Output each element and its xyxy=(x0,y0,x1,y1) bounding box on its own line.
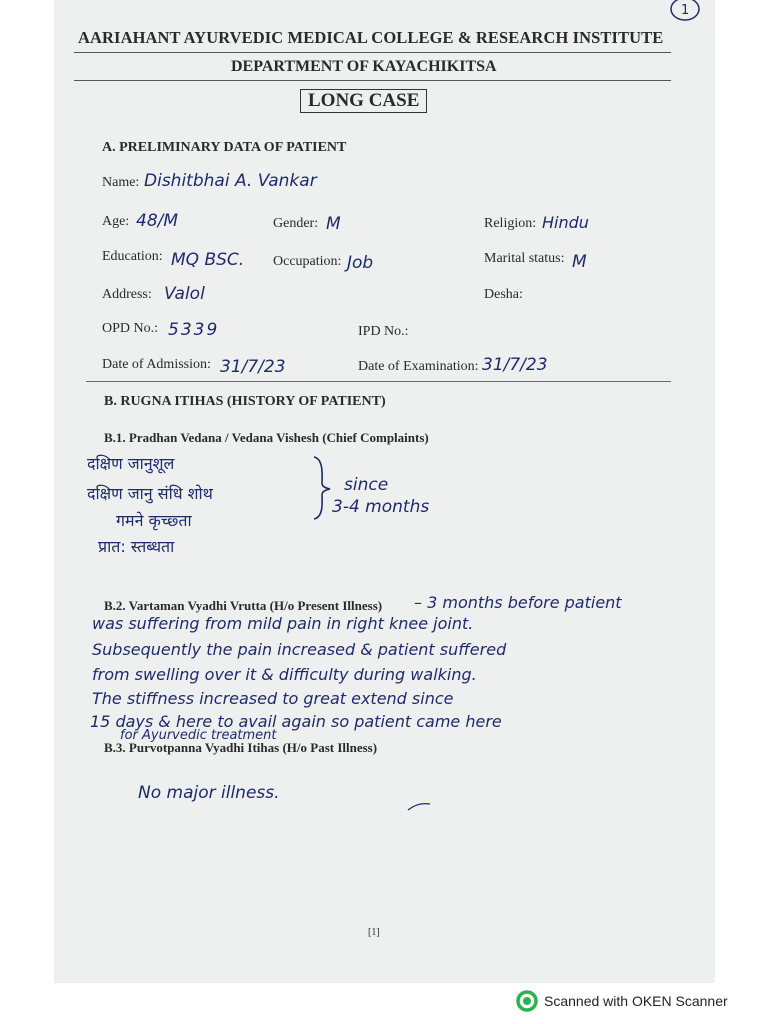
marital-status-label: Marital status: xyxy=(484,251,565,266)
chief-complaints-title: B.1. Pradhan Vedana / Vedana Vishesh (Chief Complaints) xyxy=(104,430,429,445)
present-illness-title: B.2. Vartaman Vyadhi Vrutta (H/o Present Illness) xyxy=(104,598,383,613)
present-illness-line-6: 15 days & here to avail again so patient came here xyxy=(90,712,502,731)
complaint-duration-months: 3-4 months xyxy=(332,497,430,517)
admission-date-label: Date of Admission: xyxy=(102,357,211,372)
present-illness-line-7: for Ayurvedic treatment xyxy=(120,728,277,743)
desha-label: Desha: xyxy=(484,287,523,302)
religion-label: Religion: xyxy=(484,216,537,231)
page-number-mark: 1 xyxy=(681,3,690,18)
address-label: Address: xyxy=(102,287,152,302)
name-label: Name: xyxy=(102,175,140,190)
page-number-circle-icon xyxy=(668,0,704,24)
age-value: 48/M xyxy=(136,211,179,231)
complaint-4: प्रात: स्तब्धता xyxy=(98,537,175,556)
religion-value: Hindu xyxy=(542,213,589,232)
college-name: AARIAHANT AYURVEDIC MEDICAL COLLEGE & RESEARCH INSTITUTE xyxy=(78,28,664,47)
ipd-no-label: IPD No.: xyxy=(358,324,409,339)
examination-date-label: Date of Examination: xyxy=(358,359,479,374)
admission-date-value: 31/7/23 xyxy=(220,357,286,377)
complaint-2: दक्षिण जानु संधि शोथ xyxy=(87,484,213,503)
education-value: MQ BSC. xyxy=(171,250,245,270)
present-illness-line-4: from swelling over it & difficulty during walking. xyxy=(92,665,477,684)
education-label: Education: xyxy=(102,249,163,264)
department-name: DEPARTMENT OF KAYACHIKITSA xyxy=(231,58,497,75)
marital-status-value: M xyxy=(572,252,587,272)
gender-label: Gender: xyxy=(273,216,319,231)
scanner-text: Scanned with OKEN Scanner xyxy=(544,993,728,1009)
scanned-page xyxy=(54,0,715,983)
examination-date-value: 31/7/23 xyxy=(482,355,548,375)
scanner-logo-icon xyxy=(516,990,538,1012)
opd-no-label: OPD No.: xyxy=(102,321,159,336)
occupation-label: Occupation: xyxy=(273,254,342,269)
occupation-value: Job xyxy=(347,253,374,273)
complaint-3: गमने कृच्छ्ता xyxy=(116,511,192,530)
past-illness-title: B.3. Purvotpanna Vyadhi Itihas (H/o Past Illness) xyxy=(104,740,378,755)
opd-no-value: 5339 xyxy=(168,320,220,340)
name-value: Dishitbhai A. Vankar xyxy=(144,171,317,191)
past-illness-value: No major illness. xyxy=(138,783,280,803)
brace-icon xyxy=(310,455,332,521)
present-illness-line-5: The stiffness increased to great extend since xyxy=(92,689,454,708)
present-illness-line-2: was suffering from mild pain in right knee joint. xyxy=(92,614,474,633)
page-footer-number: [1] xyxy=(368,927,380,938)
present-illness-line-1: – 3 months before patient xyxy=(414,593,622,612)
address-value: Valol xyxy=(164,284,205,304)
present-illness-line-3: Subsequently the pain increased & patient suffered xyxy=(92,640,507,659)
age-label: Age: xyxy=(102,214,130,229)
scanner-watermark xyxy=(516,990,766,1012)
gender-value: M xyxy=(326,214,341,234)
section-b-title: B. RUGNA ITIHAS (HISTORY OF PATIENT) xyxy=(104,394,386,409)
complaint-duration-since: since xyxy=(344,475,389,495)
case-title: LONG CASE xyxy=(300,89,427,113)
section-a-title: A. PRELIMINARY DATA OF PATIENT xyxy=(102,140,347,155)
complaint-1: दक्षिण जानुशूल xyxy=(87,454,175,473)
pen-stroke-mark xyxy=(406,800,432,812)
